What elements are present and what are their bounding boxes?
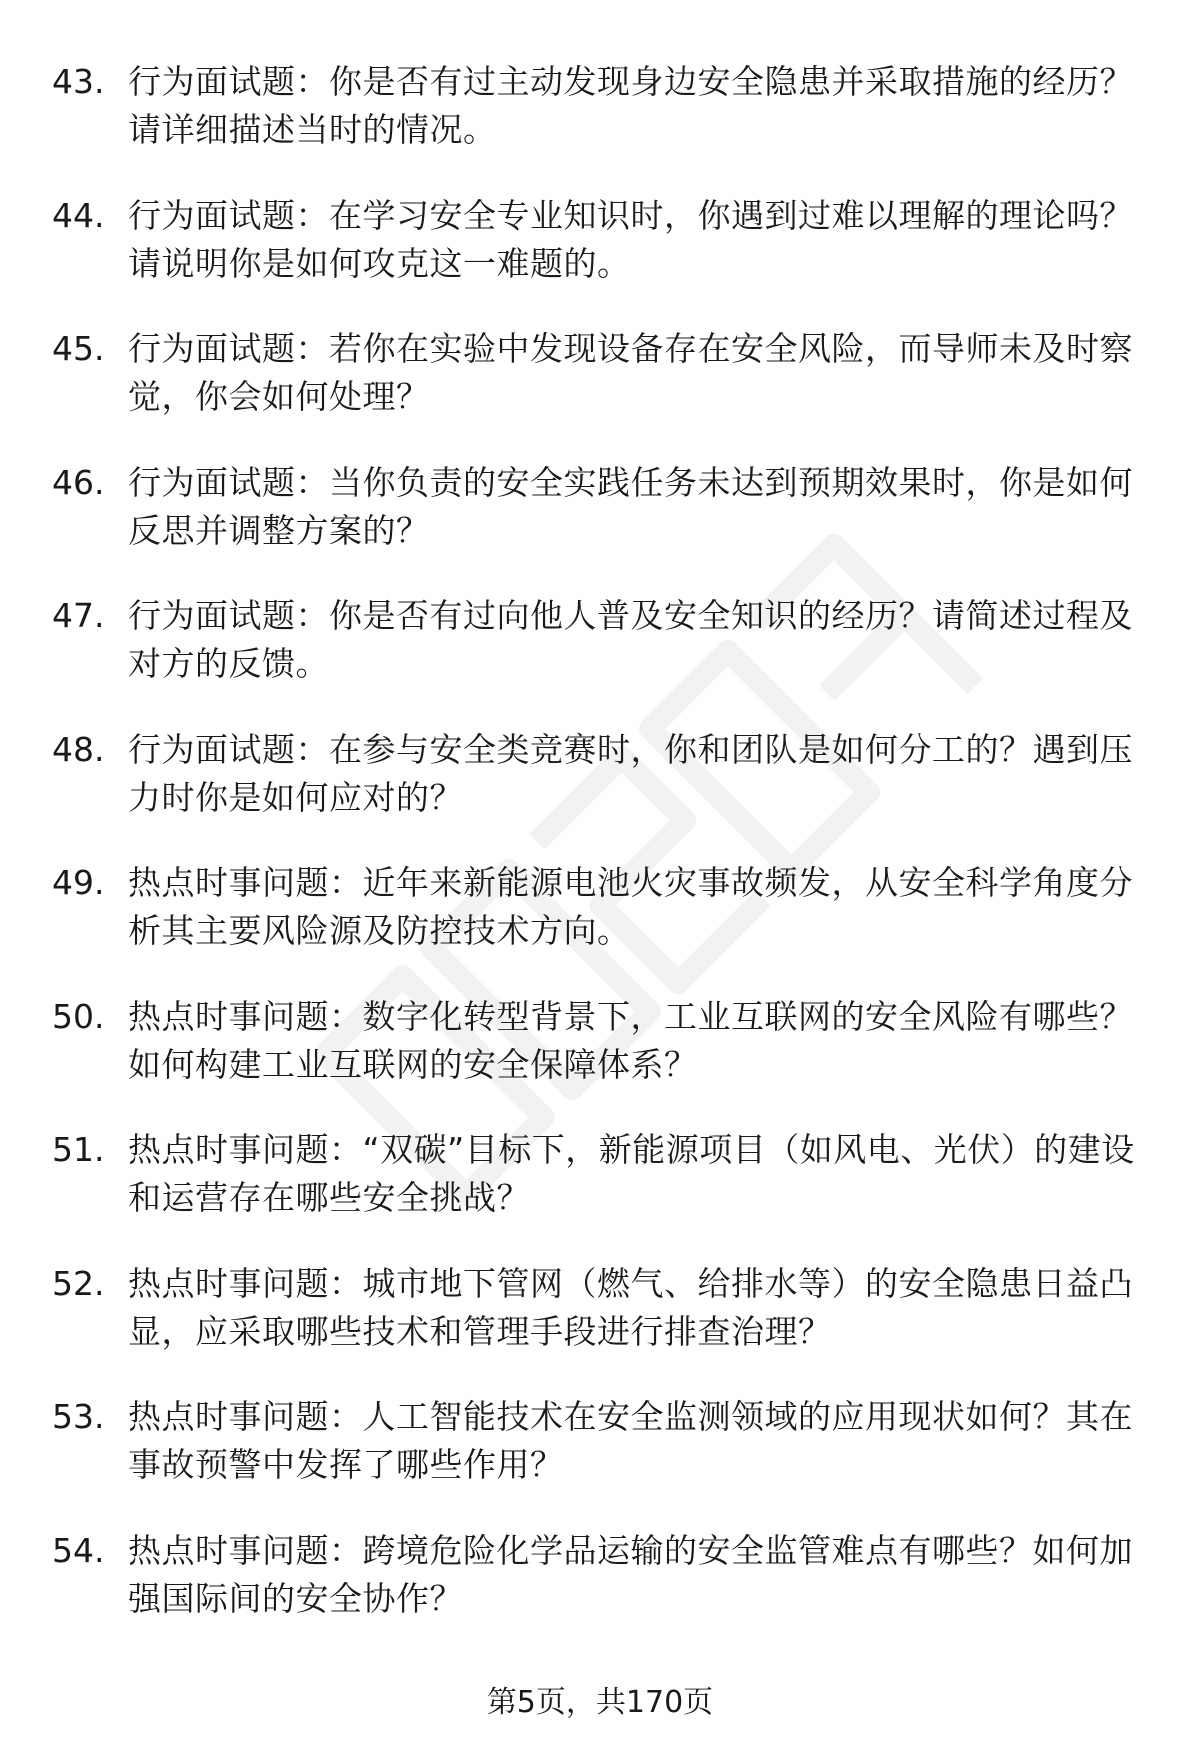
list-item bbox=[52, 1393, 1152, 1527]
question-text: 行为面试题：你是否有过向他人普及安全知识的经历？请简述过程及对方的反馈。 bbox=[128, 596, 1133, 683]
question-number: 46. bbox=[52, 462, 105, 502]
list-item bbox=[52, 1260, 1152, 1394]
list-item bbox=[52, 726, 1152, 860]
question-text: 行为面试题：在学习安全专业知识时，你遇到过难以理解的理论吗？请说明你是如何攻克这一难题的。 bbox=[128, 195, 1133, 283]
question-number: 52. bbox=[52, 1263, 105, 1303]
question-number: 44. bbox=[52, 195, 105, 235]
question-number: 43. bbox=[52, 62, 105, 101]
question-text: 热点时事问题：数字化转型背景下，工业互联网的安全风险有哪些？如何构建工业互联网的安全保障体系？ bbox=[128, 996, 1133, 1084]
list-item bbox=[52, 325, 1152, 459]
question-text: 热点时事问题：近年来新能源电池火灾事故频发，从安全科学角度分析其主要风险源及防控技术方向。 bbox=[128, 863, 1133, 950]
question-text: 热点时事问题：跨境危险化学品运输的安全监管难点有哪些？如何加强国际间的安全协作？ bbox=[128, 1530, 1133, 1618]
list-item bbox=[52, 1126, 1152, 1260]
question-number: 45. bbox=[52, 329, 105, 368]
question-number: 47. bbox=[52, 596, 105, 635]
question-text: 热点时事问题：“双碳”目标下，新能源项目（如风电、光伏）的建设和运营存在哪些安全挑战？ bbox=[128, 1130, 1135, 1217]
page-footer: 第5页，共170页 bbox=[486, 1685, 714, 1720]
question-number: 51. bbox=[52, 1130, 105, 1169]
question-text: 热点时事问题：城市地下管网（燃气、给排水等）的安全隐患日益凸显，应采取哪些技术和管理手段进行排查治理？ bbox=[128, 1263, 1133, 1351]
question-text: 行为面试题：当你负责的安全实践任务未达到预期效果时，你是如何反思并调整方案的？ bbox=[128, 462, 1133, 550]
list-item bbox=[52, 58, 1152, 192]
list-item bbox=[52, 192, 1152, 326]
list-item bbox=[52, 993, 1152, 1127]
question-text: 行为面试题：在参与安全类竞赛时，你和团队是如何分工的？遇到压力时你是如何应对的？ bbox=[128, 729, 1133, 817]
question-text: 行为面试题：你是否有过主动发现身边安全隐患并采取措施的经历？请详细描述当时的情况。 bbox=[128, 62, 1133, 149]
question-number: 54. bbox=[52, 1530, 105, 1570]
question-number: 50. bbox=[52, 996, 105, 1036]
question-number: 49. bbox=[52, 863, 105, 902]
list-item bbox=[52, 1527, 1152, 1661]
question-text: 热点时事问题：人工智能技术在安全监测领域的应用现状如何？其在事故预警中发挥了哪些作用？ bbox=[128, 1397, 1133, 1484]
question-text: 行为面试题：若你在实验中发现设备存在安全风险，而导师未及时察觉，你会如何处理？ bbox=[128, 329, 1133, 416]
question-number: 53. bbox=[52, 1397, 105, 1436]
list-item bbox=[52, 459, 1152, 593]
list-item bbox=[52, 592, 1152, 726]
question-list bbox=[52, 58, 1152, 1660]
list-item bbox=[52, 859, 1152, 993]
question-number: 48. bbox=[52, 729, 105, 769]
